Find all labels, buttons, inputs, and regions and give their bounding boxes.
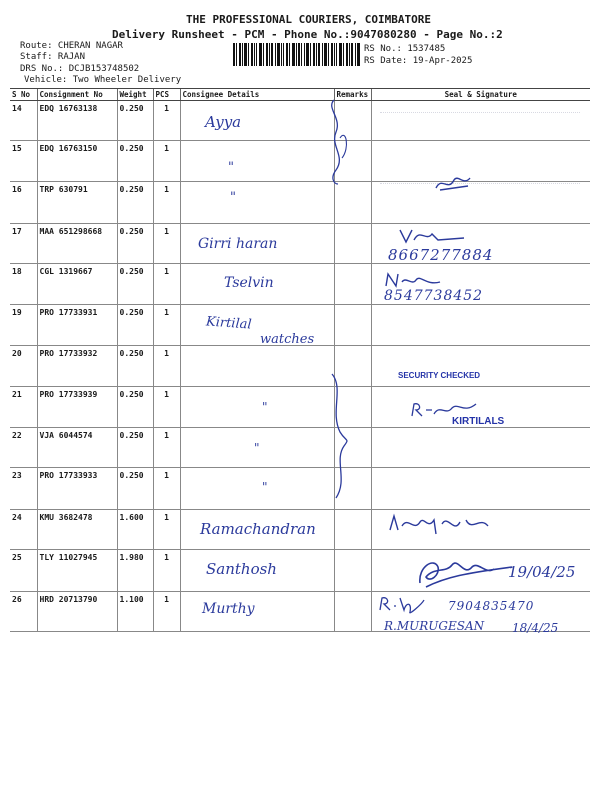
signature-row17 <box>398 226 468 246</box>
weight-cell: 0.250 <box>117 305 153 346</box>
signature-row25 <box>416 553 516 591</box>
consignee-cell <box>180 182 334 224</box>
weight-cell: 0.250 <box>117 346 153 387</box>
vehicle-info: Vehicle: Two Wheeler Delivery <box>24 75 182 85</box>
col-header-pcs: PCS <box>153 89 180 101</box>
handwritten-date: 19/04/25 <box>508 563 576 581</box>
consignment-cell: CGL 1319667 <box>37 264 117 305</box>
sno-cell: 14 <box>10 101 37 141</box>
handwritten-mobile-number: 7904835470 <box>448 599 535 613</box>
consignee-cell <box>180 468 334 510</box>
kirtilals-stamp: KIRTILALS <box>452 416 505 427</box>
signature-cell <box>371 346 590 387</box>
pcs-cell: 1 <box>153 592 180 632</box>
staff-info: Staff: RAJAN <box>20 52 86 62</box>
sno-cell: 22 <box>10 428 37 468</box>
sno-cell: 15 <box>10 141 37 182</box>
drs-number: DRS No.: DCJB153748502 <box>20 64 140 74</box>
signature-cell <box>371 305 590 346</box>
consignment-cell: TRP 630791 <box>37 182 117 224</box>
sno-cell: 17 <box>10 224 37 264</box>
signature-cell <box>371 468 590 510</box>
signature-cell <box>371 428 590 468</box>
handwritten-consignee-ayya: Ayya <box>205 113 242 131</box>
table-row <box>10 468 590 510</box>
pcs-cell: 1 <box>153 141 180 182</box>
weight-cell: 0.250 <box>117 387 153 428</box>
handwritten-consignee-santhosh: Santhosh <box>206 560 277 578</box>
sno-cell: 25 <box>10 550 37 592</box>
page-subtitle: Delivery Runsheet - PCM - Phone No.:9047080280 - Page No.:2 <box>112 28 503 41</box>
weight-cell: 1.100 <box>117 592 153 632</box>
consignment-cell: VJA 6044574 <box>37 428 117 468</box>
table-row <box>10 346 590 387</box>
consignment-cell: PRO 17733931 <box>37 305 117 346</box>
pcs-cell: 1 <box>153 346 180 387</box>
consignee-cell <box>180 387 334 428</box>
handwritten-brace-mark <box>322 98 352 186</box>
signature-row26 <box>378 594 426 614</box>
pcs-cell: 1 <box>153 101 180 141</box>
sno-cell: 16 <box>10 182 37 224</box>
table-row <box>10 182 590 224</box>
pcs-cell: 1 <box>153 468 180 510</box>
pcs-cell: 1 <box>153 387 180 428</box>
col-header-sno: S No <box>10 89 37 101</box>
consignment-cell: HRD 20713790 <box>37 592 117 632</box>
weight-cell: 0.250 <box>117 101 153 141</box>
sno-cell: 26 <box>10 592 37 632</box>
signature-row24 <box>388 512 498 536</box>
handwritten-receiver-name: R.MURUGESAN <box>384 619 485 633</box>
pcs-cell: 1 <box>153 224 180 264</box>
weight-cell: 0.250 <box>117 264 153 305</box>
sno-cell: 19 <box>10 305 37 346</box>
page-title: THE PROFESSIONAL COURIERS, COIMBATORE <box>186 13 432 26</box>
faint-impression <box>380 112 580 184</box>
handwritten-date: 18/4/25 <box>512 621 559 635</box>
col-header-consignment: Consignment No <box>37 89 117 101</box>
handwritten-mobile-number: 8547738452 <box>384 288 484 304</box>
sno-cell: 21 <box>10 387 37 428</box>
handwritten-consignee-selvin: Tselvin <box>224 275 274 291</box>
handwritten-ditto-mark: " <box>230 190 236 205</box>
consignee-cell <box>180 141 334 182</box>
consignment-cell: MAA 651298668 <box>37 224 117 264</box>
remarks-cell <box>334 264 371 305</box>
consignment-cell: PRO 17733932 <box>37 346 117 387</box>
consignment-cell: TLY 11027945 <box>37 550 117 592</box>
col-header-consignee: Consignee Details <box>180 89 334 101</box>
weight-cell: 1.980 <box>117 550 153 592</box>
sno-cell: 24 <box>10 510 37 550</box>
consignment-cell: PRO 17733939 <box>37 387 117 428</box>
consignment-cell: KMU 3682478 <box>37 510 117 550</box>
weight-cell: 0.250 <box>117 141 153 182</box>
handwritten-mobile-number: 8667277884 <box>388 246 494 264</box>
handwritten-consignee-murthy: Murthy <box>202 601 255 617</box>
remarks-cell <box>334 224 371 264</box>
weight-cell: 0.250 <box>117 428 153 468</box>
pcs-cell: 1 <box>153 182 180 224</box>
weight-cell: 0.250 <box>117 224 153 264</box>
consignment-cell: EDQ 16763150 <box>37 141 117 182</box>
signature-row16 <box>434 172 474 196</box>
route-info: Route: CHERAN NAGAR <box>20 41 123 51</box>
sno-cell: 20 <box>10 346 37 387</box>
handwritten-ditto-mark: " <box>228 160 234 175</box>
table-row <box>10 428 590 468</box>
sno-cell: 23 <box>10 468 37 510</box>
table-header-row <box>10 89 590 101</box>
remarks-cell <box>334 182 371 224</box>
pcs-cell: 1 <box>153 510 180 550</box>
pcs-cell: 1 <box>153 305 180 346</box>
rs-number: RS No.: 1537485 <box>364 44 446 54</box>
remarks-cell <box>334 592 371 632</box>
handwritten-consignee-giriharan: Girri haran <box>198 236 278 252</box>
security-checked-stamp: SECURITY CHECKED <box>398 371 481 380</box>
pcs-cell: 1 <box>153 550 180 592</box>
weight-cell: 0.250 <box>117 468 153 510</box>
handwritten-consignee-ramachandran: Ramachandran <box>200 520 316 538</box>
consignee-cell <box>180 346 334 387</box>
signature-cell <box>371 182 590 224</box>
handwritten-ditto-mark: " <box>254 441 260 455</box>
consignment-cell: EDQ 16763138 <box>37 101 117 141</box>
rs-date: RS Date: 19-Apr-2025 <box>364 56 473 66</box>
handwritten-ditto-mark: " <box>262 400 268 414</box>
handwritten-brace-mark <box>326 372 354 500</box>
weight-cell: 1.600 <box>117 510 153 550</box>
consignee-cell <box>180 101 334 141</box>
remarks-cell <box>334 510 371 550</box>
handwritten-ditto-mark: " <box>262 480 268 494</box>
table-row <box>10 224 590 264</box>
handwritten-consignee-watches: watches <box>260 332 315 347</box>
col-header-signature: Seal & Signature <box>371 89 590 101</box>
table-row <box>10 264 590 305</box>
pcs-cell: 1 <box>153 264 180 305</box>
consignment-cell: PRO 17733933 <box>37 468 117 510</box>
remarks-cell <box>334 550 371 592</box>
col-header-remarks: Remarks <box>334 89 371 101</box>
weight-cell: 0.250 <box>117 182 153 224</box>
remarks-cell <box>334 305 371 346</box>
handwritten-consignee-kirtilal: Kirtilal <box>205 314 253 333</box>
sno-cell: 18 <box>10 264 37 305</box>
pcs-cell: 1 <box>153 428 180 468</box>
barcode <box>233 43 360 66</box>
col-header-weight: Weight <box>117 89 153 101</box>
